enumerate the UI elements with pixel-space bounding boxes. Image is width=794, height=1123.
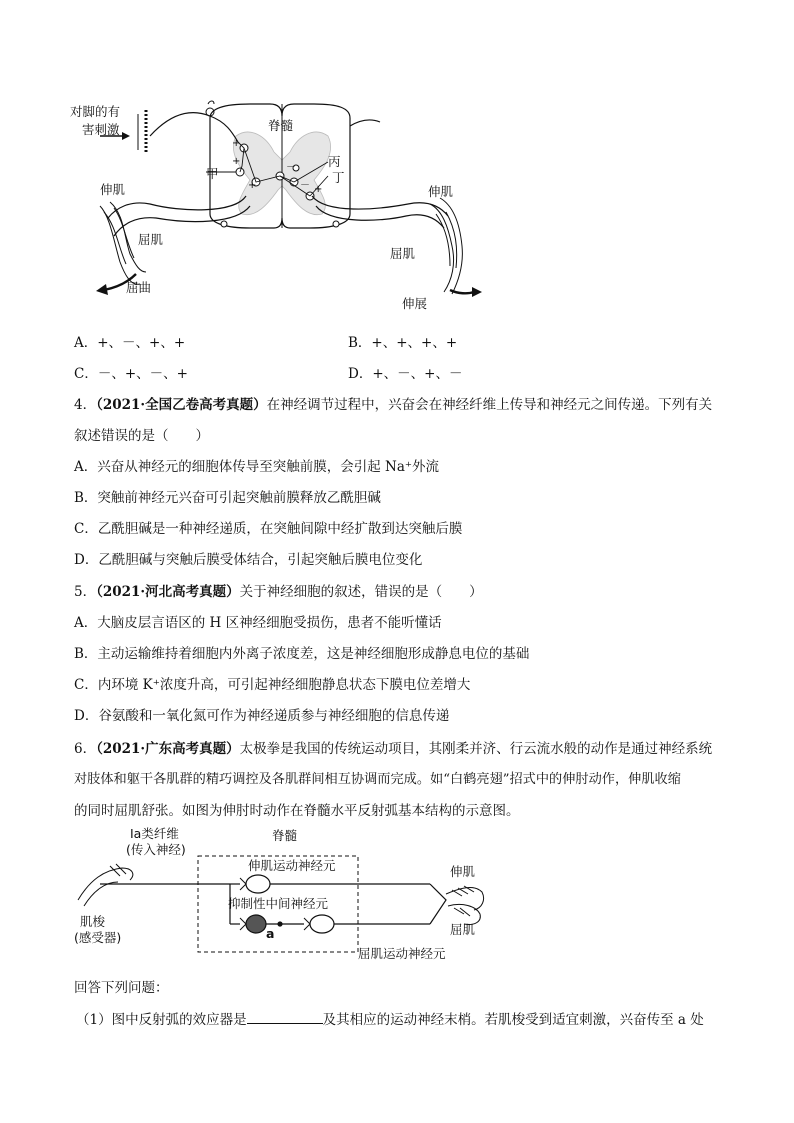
label-inhib: 抑制性中间神经元 <box>228 896 329 911</box>
label-point-a: a <box>266 926 275 941</box>
q6-stem-line-3: 的同时屈肌舒张。如图为伸肘时动作在脊髓水平反射弧基本结构的示意图。 <box>74 803 520 819</box>
flex-arrowhead <box>96 284 108 295</box>
label-stimulus-1: 对脚的有 <box>70 104 121 119</box>
svg-text:+: + <box>232 156 241 167</box>
label-bing: 丙 <box>328 154 341 169</box>
q6-stem-1: 太极拳是我国的传统运动项目，其刚柔并济、行云流水般的动作是通过神经系统 <box>239 741 713 757</box>
label-spinal-cord-2: 脊髓 <box>272 828 298 843</box>
label-ext-motor: 伸肌运动神经元 <box>248 858 336 873</box>
svg-text:－: － <box>300 180 310 191</box>
ext-motor-neuron <box>246 875 270 893</box>
ganglion-stem <box>208 101 214 104</box>
extend-arrowhead <box>472 287 482 297</box>
point-a-dot <box>277 921 282 926</box>
q5-stem-1: 关于神经细胞的叙述，错误的是（ ） <box>239 584 483 600</box>
q3-option-c: C．－、+、－、+ <box>74 366 188 382</box>
label-jia: 甲 <box>206 166 219 181</box>
q4-number: 4． <box>74 397 97 413</box>
q5-option-c: C．内环境 K⁺浓度升高，可引起神经细胞静息状态下膜电位差增大 <box>74 677 471 693</box>
q3-option-d: D．+、－、+、－ <box>348 366 463 382</box>
svg-text:－: － <box>286 162 296 173</box>
q6-number: 6． <box>74 741 97 757</box>
label-spinal-cord: 脊髓 <box>268 118 294 133</box>
label-flex-motor: 屈肌运动神经元 <box>358 946 446 961</box>
extend-arrow <box>450 290 474 293</box>
label-flex-action: 屈曲 <box>126 280 152 295</box>
label-fiber-2: (传入神经) <box>126 842 186 857</box>
ext-synapse <box>240 878 246 890</box>
q4-stem-1: 在神经调节过程中，兴奋会在神经纤维上传导和神经元之间传递。下列有关 <box>266 397 713 413</box>
right-root-node <box>333 221 339 227</box>
q5-option-d: D．谷氨酸和一氧化氮可作为神经递质参与神经细胞的信息传递 <box>74 708 450 724</box>
label-right-flexor: 屈肌 <box>390 246 416 261</box>
flex-synapse <box>304 918 310 930</box>
q6-stem-line-1 <box>74 737 712 757</box>
right-dorsal-root <box>350 120 380 126</box>
inhib-interneuron <box>246 915 266 933</box>
q6-sub1-blank[interactable] <box>247 1011 323 1024</box>
left-root-node <box>221 221 227 227</box>
q3-option-a: A．+、－、+、+ <box>74 335 186 351</box>
q5-stem-line-1 <box>74 580 483 600</box>
label-stimulus-2: 害刺激 <box>82 122 120 137</box>
label-left-flexor: 屈肌 <box>138 232 164 247</box>
q6-prompt: 回答下列问题： <box>74 980 169 996</box>
q5-option-b: B．主动运输维持着细胞内外离子浓度差，这是神经细胞形成静息电位的基础 <box>74 646 530 662</box>
reflex-arc-figure-2 <box>70 826 510 966</box>
q4-stem-line-1 <box>74 393 712 413</box>
muscle-spindle-sketch <box>78 864 133 906</box>
label-extensor: 伸肌 <box>450 864 476 879</box>
q6-sub1-line <box>76 1008 704 1028</box>
q5-source: （2021·河北高考真题） <box>96 584 240 600</box>
q4-option-a: A．兴奋从神经元的细胞体传导至突触前膜，会引起 Na⁺外流 <box>74 459 440 475</box>
label-spindle-2: (感受器) <box>74 930 122 945</box>
label-fiber-1: Ⅰa类纤维 <box>130 826 179 841</box>
label-right-extensor: 伸肌 <box>428 184 454 199</box>
label-left-extensor: 伸肌 <box>100 182 126 197</box>
reflex-arc-figure-1 <box>60 96 500 318</box>
q5-number: 5． <box>74 584 97 600</box>
q6-sub1-before: （1）图中反射弧的效应器是 <box>76 1012 247 1028</box>
axon-join <box>430 884 446 924</box>
arm-sketch <box>446 886 484 925</box>
label-ding: 丁 <box>332 170 345 185</box>
label-extend-action: 伸展 <box>402 296 428 311</box>
inhib-synapse <box>240 918 246 930</box>
right-leg-sketch <box>430 198 462 294</box>
label-flexor: 屈肌 <box>450 922 476 937</box>
q4-stem-line-2: 叙述错误的是（ ） <box>74 428 209 444</box>
q4-source: （2021·全国乙卷高考真题） <box>96 397 267 413</box>
q3-option-b: B．+、+、+、+ <box>348 335 458 351</box>
q4-option-d: D．乙酰胆碱与突触后膜受体结合，引起突触后膜电位变化 <box>74 552 423 568</box>
q4-option-b: B．突触前神经元兴奋可引起突触前膜释放乙酰胆碱 <box>74 490 381 506</box>
stimulus-arrowhead <box>122 132 130 140</box>
label-spindle-1: 肌梭 <box>80 914 106 929</box>
q6-source: （2021·广东高考真题） <box>96 741 240 757</box>
svg-text:+: + <box>248 180 257 191</box>
q6-stem-line-2: 对肢体和躯干各肌群的精巧调控及各肌群间相互协调而完成。如“白鹤亮翅”招式中的伸肘动作，伸肌收缩 <box>74 772 681 787</box>
svg-text:+: + <box>314 184 323 195</box>
flex-motor-neuron <box>310 915 334 933</box>
q6-sub1-after: 及其相应的运动神经末梢。若肌梭受到适宜刺激，兴奋传至 a 处 <box>322 1012 704 1028</box>
q5-option-a: A．大脑皮层言语区的 H 区神经细胞受损伤，患者不能听懂话 <box>74 615 442 631</box>
q4-option-c: C．乙酰胆碱是一种神经递质，在突触间隙中经扩散到达突触后膜 <box>74 521 463 537</box>
svg-text:+: + <box>232 138 241 149</box>
